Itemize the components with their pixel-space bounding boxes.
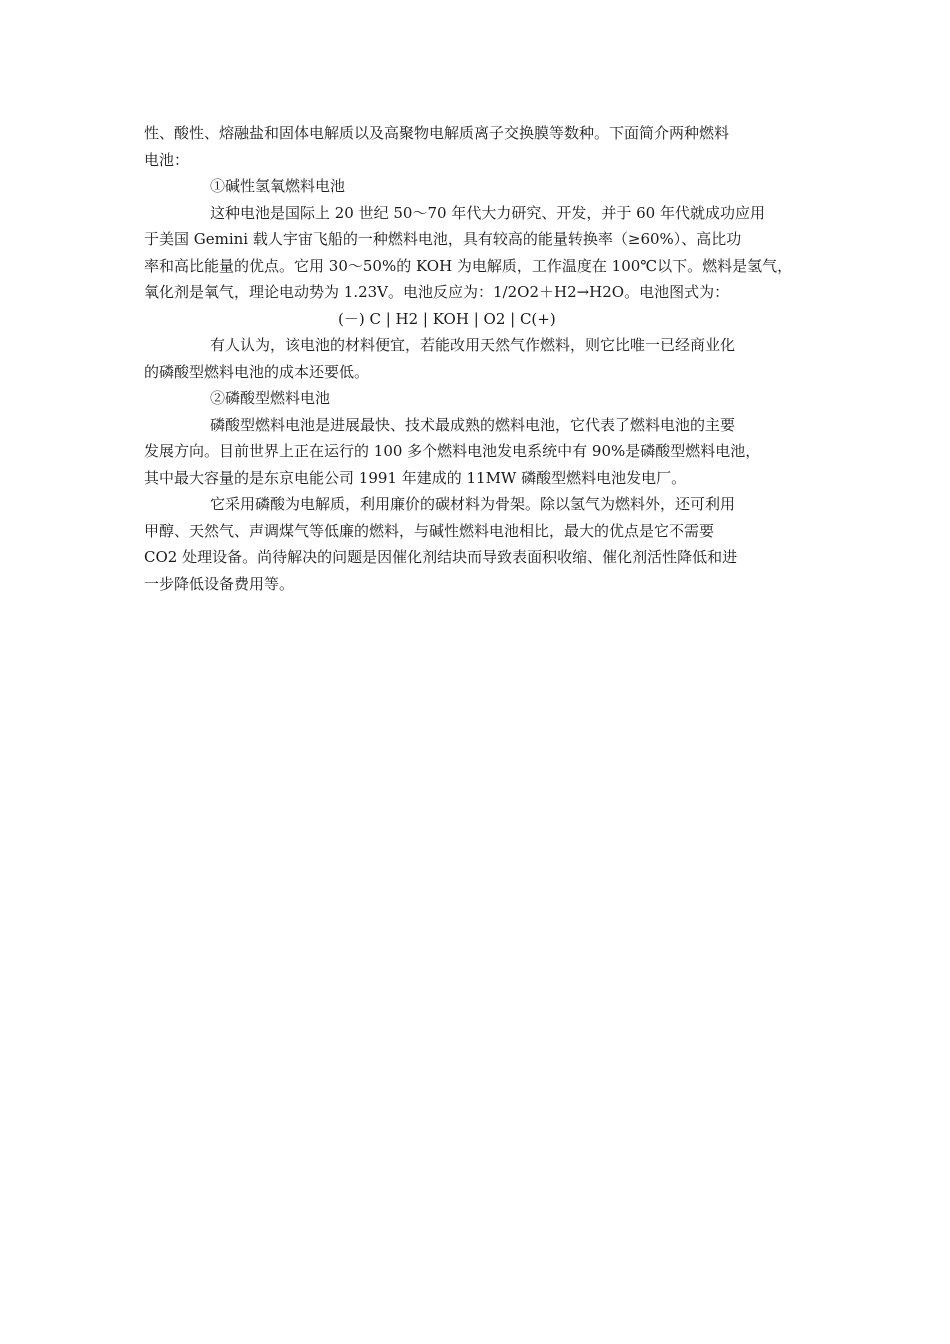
text-line: 于美国 Gemini 载人宇宙飞船的一种燃料电池，具有较高的能量转换率（≥60%）、高比功 bbox=[144, 230, 742, 248]
text-line: 甲醇、天然气、声调煤气等低廉的燃料，与碱性燃料电池相比，最大的优点是它不需要 bbox=[144, 521, 715, 540]
text-line: 电池： bbox=[144, 150, 190, 169]
document-body bbox=[144, 120, 808, 597]
text-line: 它采用磷酸为电解质，利用廉价的碳材料为骨架。除以氢气为燃料外，还可利用 bbox=[210, 495, 736, 513]
text-line: 率和高比能量的优点。它用 30～50%的 KOH 为电解质，工作温度在 100℃以下。燃料是氢气， bbox=[144, 256, 793, 275]
section-heading-phosphoric: ②磷酸型燃料电池 bbox=[210, 389, 331, 407]
text-line: 氧化剂是氧气，理论电动势为 1.23V。电池反应为：1/2O2＋H2→H2O。电池图式为： bbox=[144, 283, 730, 301]
text-line: 性、酸性、熔融盐和固体电解质以及高聚物电解质离子交换膜等数种。下面简介两种燃料 bbox=[144, 124, 730, 142]
text-line: 其中最大容量的是东京电能公司 1991 年建成的 11MW 磷酸型燃料电池发电厂。 bbox=[144, 468, 687, 487]
text-line: 发展方向。目前世界上正在运行的 100 多个燃料电池发电系统中有 90%是磷酸型燃料电池， bbox=[144, 442, 761, 460]
text-line: 一步降低设备费用等。 bbox=[144, 574, 295, 593]
text-line: 的磷酸型燃料电池的成本还要低。 bbox=[144, 362, 370, 381]
text-line: CO2 处理设备。尚待解决的问题是因催化剂结块而导致表面积收缩、催化剂活性降低和进 bbox=[144, 548, 738, 566]
cell-diagram-formula: (－) C | H2 | KOH | O2 | C(+) bbox=[338, 309, 556, 328]
text-line: 磷酸型燃料电池是进展最快、技术最成熟的燃料电池，它代表了燃料电池的主要 bbox=[210, 415, 736, 434]
text-line: 这种电池是国际上 20 世纪 50～70 年代大力研究、开发，并于 60 年代就成功应用 bbox=[210, 203, 765, 222]
section-heading-alkaline: ①碱性氢氧燃料电池 bbox=[210, 177, 346, 195]
text-line: 有人认为，该电池的材料便宜，若能改用天然气作燃料，则它比唯一已经商业化 bbox=[210, 336, 736, 354]
